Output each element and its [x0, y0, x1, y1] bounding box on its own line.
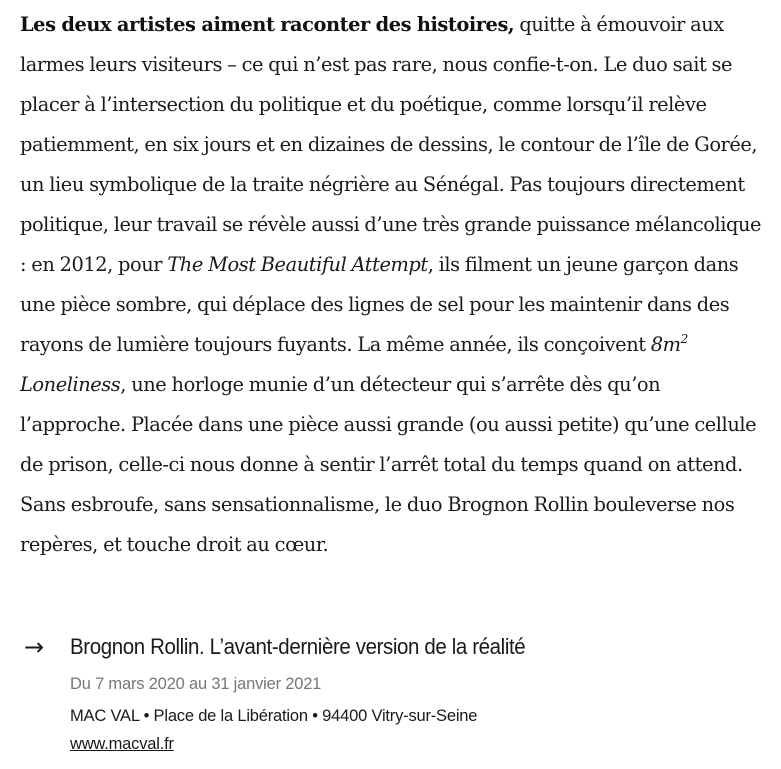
article-body: [20, 5, 765, 565]
exhibition-dates: Du 7 mars 2020 au 31 janvier 2021: [70, 675, 322, 693]
paragraph-text-3: , une horloge munie d’un détecteur qui s’arrête dès qu’on l’approche. Placée dans une pièce aussi grande (ou aussi petite) qu’une cellule de prison, celle-ci nous donne à sentir l’arrêt total du temps quand on attend. Sans esbroufe, sans sensationnalisme, le duo Brognon Rollin bouleverse nos repères, et touche droit au cœur.: [20, 373, 757, 556]
work-title-8m: 8m: [650, 333, 681, 356]
work-title-loneliness: Loneliness: [20, 373, 121, 396]
exhibition-title-row[interactable]: [24, 628, 744, 666]
work-title-most-beautiful-attempt: The Most Beautiful Attempt: [167, 253, 428, 276]
lead-sentence: Les deux artistes aiment raconter des histoires,: [20, 13, 515, 36]
paragraph-text-1: quitte à émouvoir aux larmes leurs visiteurs – ce qui n’est pas rare, nous confie-t-on. Le duo sait se placer à l’intersection du politique et du poétique, comme lorsqu’il relève patiemment, en six jours et en dizaines de dessins, le contour de l’île de Gorée, un lieu symbolique de la traite négrière au Sénégal. Pas toujours directement politique, leur travail se révèle aussi d’une très grande puissance mélancolique : en 2012, pour: [20, 13, 762, 276]
work-title-superscript: 2: [680, 332, 688, 346]
exhibition-info: [24, 628, 744, 756]
exhibition-title[interactable]: Brognon Rollin. L’avant-dernière version de la réalité: [70, 634, 526, 659]
exhibition-address: MAC VAL • Place de la Libération • 94400 Vitry-sur-Seine: [70, 707, 478, 725]
paragraph-text-2: , ils filment un jeune garçon dans une pièce sombre, qui déplace des lignes de sel pour les maintenir dans des rayons de lumière toujours fuyants. La même année, ils conçoivent: [20, 253, 739, 356]
right-arrow-icon: →: [24, 633, 45, 661]
article-paragraph: [20, 5, 765, 565]
exhibition-website-link[interactable]: www.macval.fr: [70, 735, 174, 753]
